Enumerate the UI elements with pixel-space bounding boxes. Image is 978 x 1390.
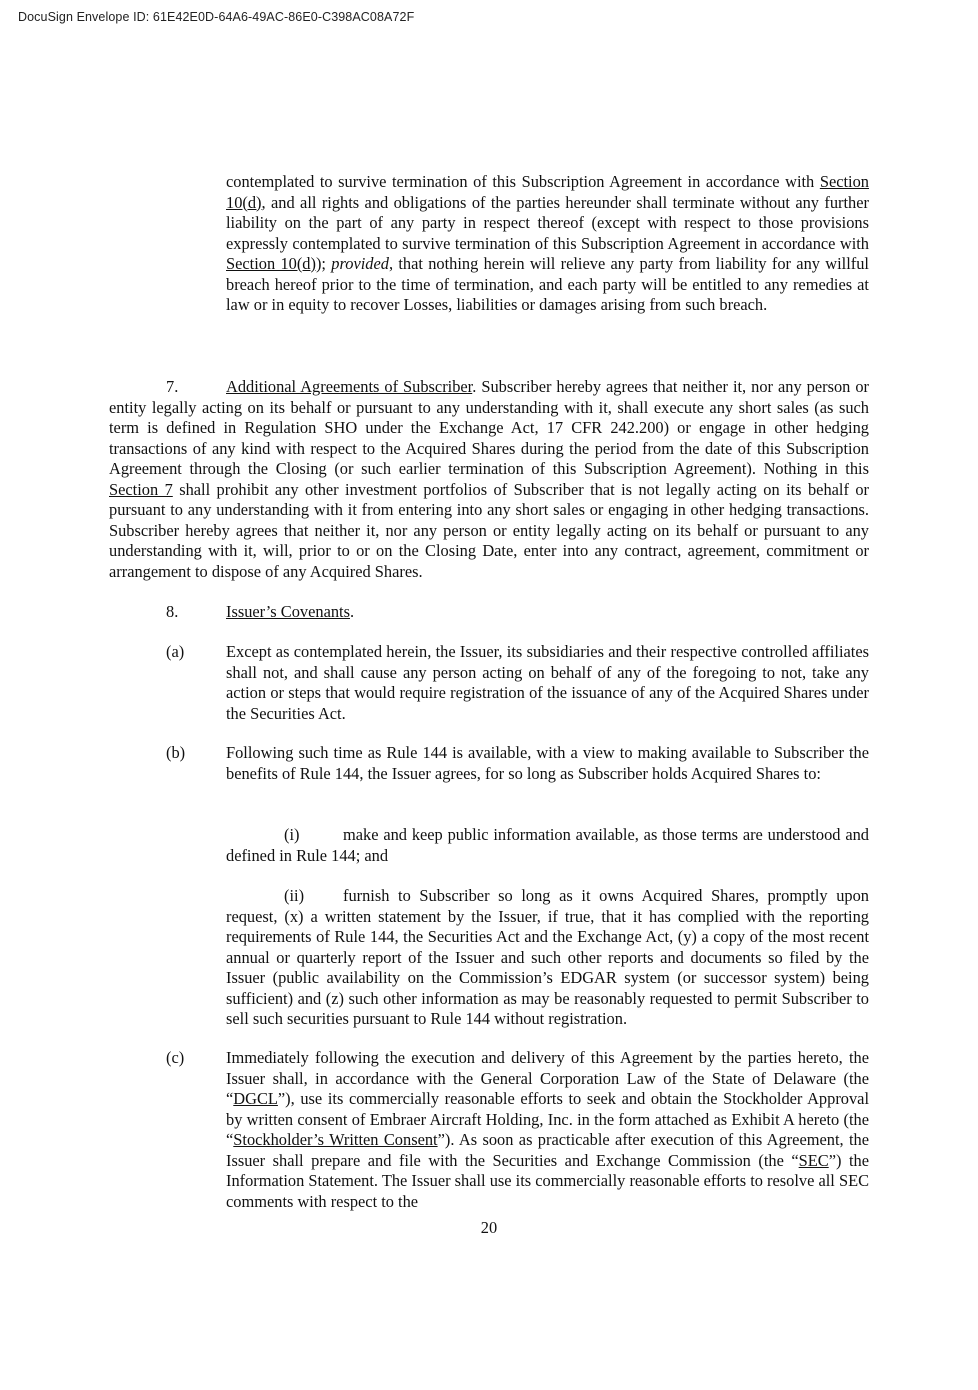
clause-b-label: (b) [166,743,186,762]
defined-term-dgcl: DGCL [233,1089,278,1108]
clause-a-label: (a) [166,642,185,661]
provided-italic: provided [331,254,389,273]
clause-b-i-text: make and keep public information available, as those terms are understood and defined in Rule 144; and [226,825,869,865]
text-run: shall prohibit any other investment portfolios of Subscriber that is not legally acting on its behalf or pursuant to any understanding with it from entering into any short sales or engaging in other hedging transactions. Subscriber hereby agrees that neither it, nor any person or entity legally acting on its behalf or pursuant to any understanding with it, will, prior to or on the Closing Date, enter into any contract, agreement, commitment or arrangement to dispose of any Acquired Shares. [109,479,869,581]
text-run: ”), use its commercially reasonable efforts to seek and obtain the Stockholder Approval by written consent of Embraer Aircraft Holding, Inc. in the form attached as Exhibit A hereto (the “ [226,1089,869,1149]
clause-b-i-label: (i) [284,825,300,844]
clause-b-text: Following such time as Rule 144 is available, with a view to making available to Subscriber the benefits of Rule 144, the Issuer agrees, for so long as Subscriber holds Acquired Shares to: [226,743,869,783]
page-number: 20 [480,1218,498,1237]
section-7-heading: Additional Agreements of Subscriber [226,377,473,396]
defined-term-written-consent: Stockholder’s Written Consent [233,1130,438,1149]
text-run: ); [315,254,332,273]
clause-c-text [226,1048,869,1212]
text-run: ”) the Information Statement. The Issuer shall use its commercially reasonable efforts to resolve all SEC comments with respect to the [226,1150,870,1211]
clause-c-label: (c) [166,1048,185,1067]
section-8-number: 8. [166,602,179,621]
text-run: . Subscriber hereby agrees that neither it, nor any person or entity legally acting on its behalf or pursuant to any understanding with it, shall execute any short sales (as such term is defined in Regulation SHO under the Exchange Act, 17 CFR 242.200) or engage in other hedging transactions of any kind with respect to the Acquired Shares during the period from the date of this Subscription Agreement through the Closing (or such earlier termination of this Subscription Agreement). Nothing in this [109,377,869,478]
text-run: Immediately following the execution and delivery of this Agreement by the parties hereto, the Issuer shall, in accordance with the General Corporation Law of the State of Delaware (the “ [226,1048,869,1108]
text-run: , and all rights and obligations of the parties hereunder shall terminate without any further liability on the part of any party in respect thereof (except with respect to those provisions expressly contemplated to survive termination of this Subscription Agreement in accordance with [226,192,869,253]
section-ref-7: Section 7 [109,479,173,499]
defined-term-sec: SEC [798,1150,829,1170]
text-run: . [349,602,355,621]
section-8-heading: Issuer’s Covenants [226,602,350,621]
section-ref-10d: Section 10(d) [226,254,316,273]
clause-a-text: Except as contemplated herein, the Issuer, its subsidiaries and their respective controlled affiliates shall not, and shall cause any person acting on behalf of any of the foregoing to not, take any action or steps that would require registration of the issuance of any of the Acquired Shares under the Securities Act. [226,642,869,723]
text-run: , that nothing herein will relieve any party from liability for any willful breach hereof prior to the time of termination, and each party will be entitled to any remedies at law or in equity to recover Losses, liabilities or damages arising from such breach. [226,254,869,314]
section-ref-10d: Section 10(d) [226,172,869,212]
section-7-paragraph [109,377,869,582]
section-7-number: 7. [166,377,179,396]
text-run: contemplated to survive termination of this Subscription Agreement in accordance with [226,172,820,191]
clause-b-ii-label: (ii) [284,886,305,905]
text-run: ”). As soon as practicable after execution of this Agreement, the Issuer shall prepare and file with the Securities and Exchange Commission (the “ [226,1130,869,1170]
clause-b-ii-text: furnish to Subscriber so long as it owns Acquired Shares, promptly upon request, (x) a written statement by the Issuer, if true, that it has complied with the reporting requirements of Rule 144, the Securities Act and the Exchange Act, (y) a copy of the most recent annual or quarterly report of the Issuer and such other reports and documents so filed by the Issuer (public availability on the Commission’s EDGAR system (or successor system) being sufficient) and (z) such other information as may be reasonably requested to permit Subscriber to sell such securities pursuant to Rule 144 without registration. [226,886,869,1028]
docusign-envelope-id: DocuSign Envelope ID: 61E42E0D-64A6-49AC-86E0-C398AC08A72F [18,10,415,24]
section-8-heading-line [226,602,354,623]
continuation-paragraph [226,172,869,316]
